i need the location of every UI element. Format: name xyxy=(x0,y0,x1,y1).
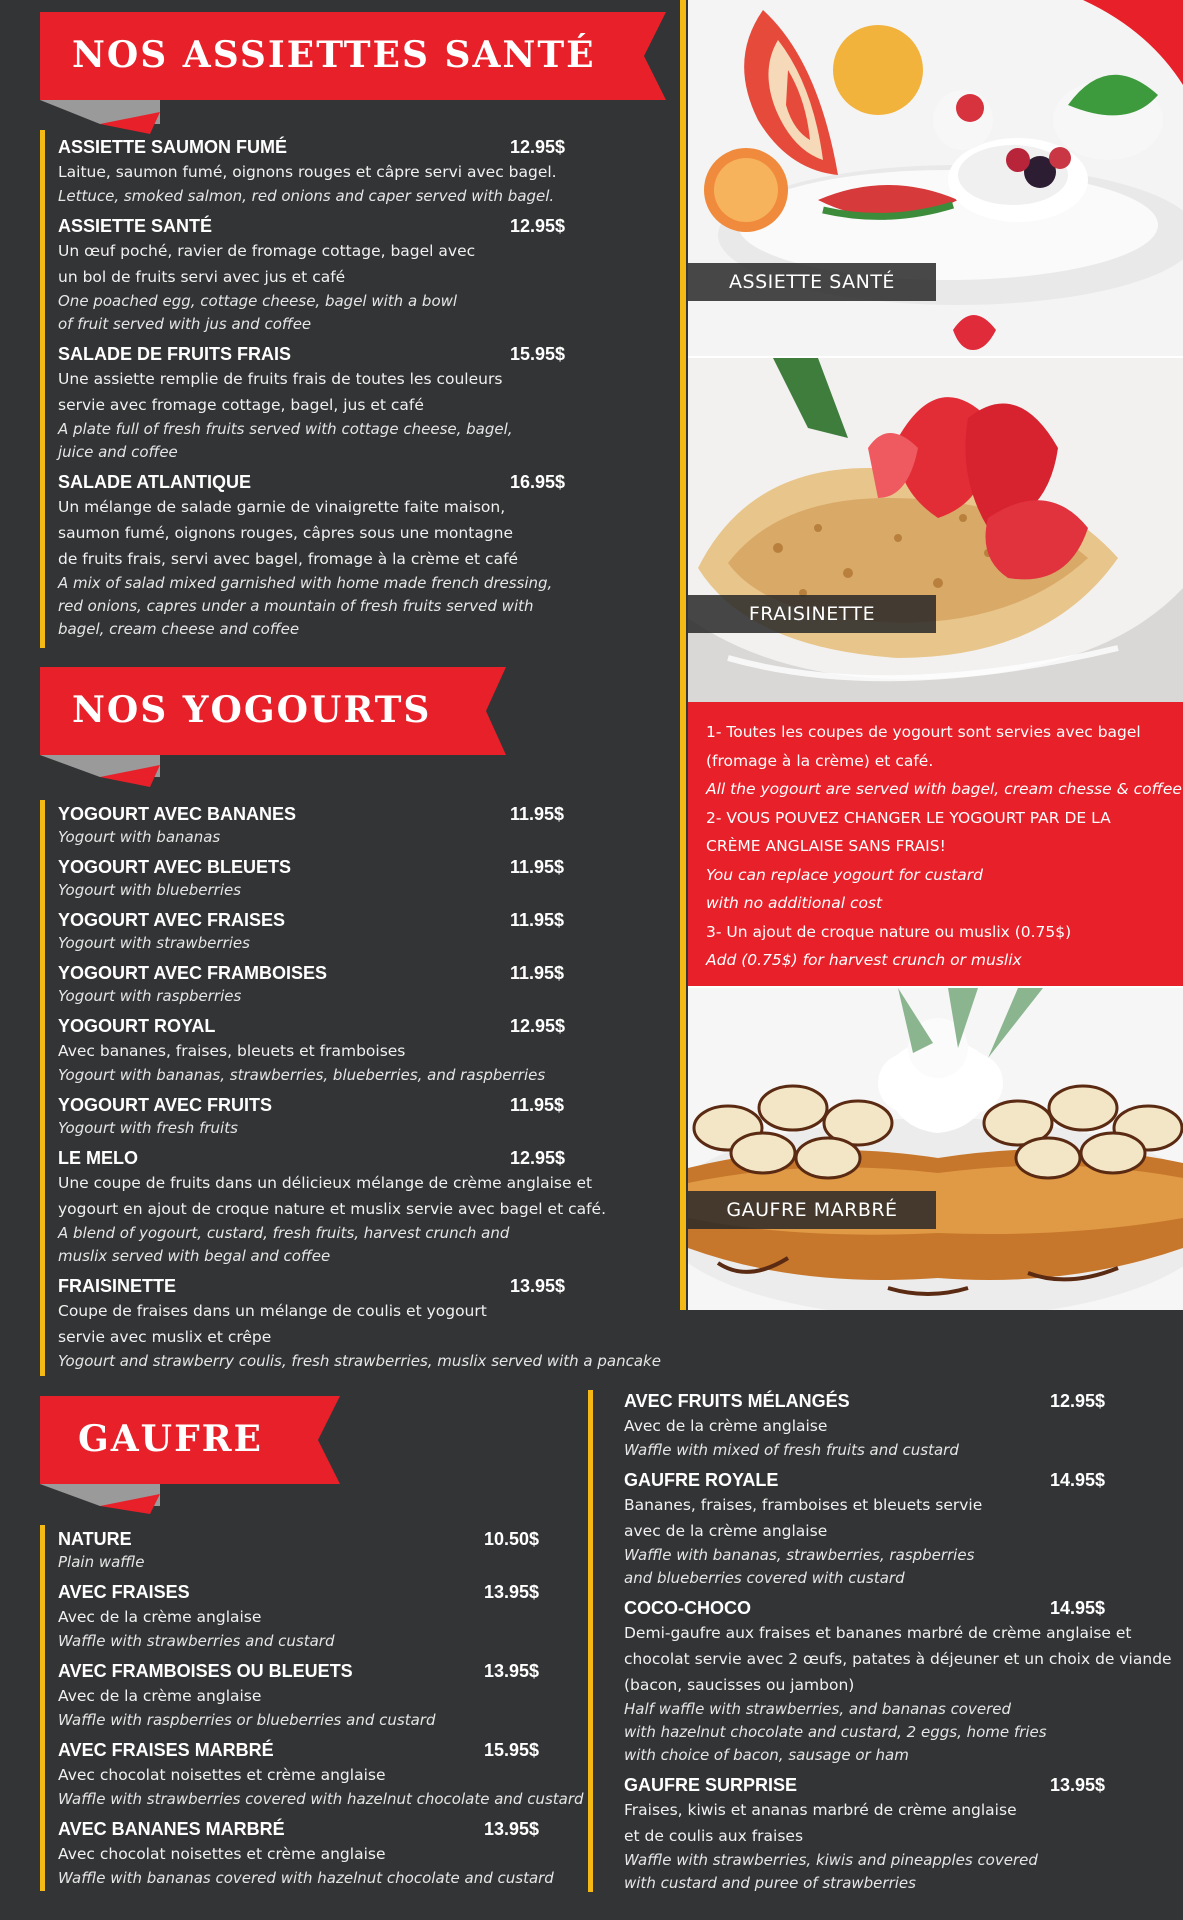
item-name: NATURE xyxy=(58,1529,132,1549)
note-line: All the yogourt are served with bagel, cream chesse & coffee xyxy=(706,780,1182,798)
item-price: 12.95$ xyxy=(1050,1391,1106,1411)
item-description-en: Lettuce, smoked salmon, red onions and caper served with bagel. xyxy=(58,187,555,205)
gaufre-left-section xyxy=(58,1527,584,1890)
item-price: 13.95$ xyxy=(510,1276,566,1296)
item-name: YOGOURT ROYAL xyxy=(58,1016,216,1036)
menu-item xyxy=(58,908,678,955)
item-name: LE MELO xyxy=(58,1148,138,1168)
gaufre-banner xyxy=(40,1396,340,1514)
note-line: 2- VOUS POUVEZ CHANGER LE YOGOURT PAR DE LA xyxy=(706,808,1111,827)
item-description-en: Yogourt and strawberry coulis, fresh strawberries, muslix served with a pancake xyxy=(58,1352,661,1370)
menu-item xyxy=(58,1738,584,1811)
item-price: 11.95$ xyxy=(510,804,565,824)
item-description-fr: de fruits frais, servi avec bagel, fromage à la crème et café xyxy=(58,550,519,568)
item-price: 12.95$ xyxy=(510,216,566,236)
item-description-en: Waffle with strawberries and custard xyxy=(58,1632,335,1650)
note-line: You can replace yogourt for custard xyxy=(706,865,983,884)
notes-list xyxy=(688,702,1183,975)
item-price: 13.95$ xyxy=(484,1819,540,1839)
item-description-fr: un bol de fruits servi avec jus et café xyxy=(58,268,346,286)
item-price: 14.95$ xyxy=(1050,1598,1106,1618)
item-price: 10.50$ xyxy=(484,1529,540,1549)
item-name: AVEC FRAISES MARBRÉ xyxy=(58,1740,274,1760)
menu-item xyxy=(58,1274,678,1373)
item-name: YOGOURT AVEC FRAMBOISES xyxy=(58,963,328,983)
item-description-fr: Une coupe de fruits dans un délicieux mélange de crème anglaise et xyxy=(58,1174,593,1192)
item-price: 11.95$ xyxy=(510,857,565,877)
item-description-fr: servie avec muslix et crêpe xyxy=(58,1328,272,1346)
item-name: GAUFRE ROYALE xyxy=(624,1470,779,1490)
item-name: ASSIETTE SANTÉ xyxy=(58,216,213,236)
note-line: CRÈME ANGLAISE SANS FRAIS! xyxy=(706,837,946,855)
menu-item xyxy=(58,214,568,336)
item-description-en: Waffle with strawberries, kiwis and pineapples covered xyxy=(624,1851,1038,1869)
item-description-en: Yogourt with raspberries xyxy=(58,987,242,1005)
item-description-en: Yogourt with blueberries xyxy=(58,881,242,899)
item-price: 12.95$ xyxy=(510,1148,566,1168)
assiette-sante-photo-label: ASSIETTE SANTÉ xyxy=(688,263,936,301)
gaufre-title: GAUFRE xyxy=(78,1418,263,1460)
yogourts-section xyxy=(58,802,678,1373)
item-description-en: Waffle with bananas, strawberries, raspberries xyxy=(624,1546,975,1564)
item-description-fr: et de coulis aux fraises xyxy=(624,1827,804,1845)
item-name: AVEC BANANES MARBRÉ xyxy=(58,1819,285,1839)
item-description-fr: Avec de la crème anglaise xyxy=(58,1608,262,1626)
item-description-fr: Bananes, fraises, framboises et bleuets servie xyxy=(624,1496,983,1514)
item-name: FRAISINETTE xyxy=(58,1276,177,1296)
item-description-fr: Avec de la crème anglaise xyxy=(58,1687,262,1705)
gaufre-marbre-photo xyxy=(688,988,1183,1310)
item-description-fr: servie avec fromage cottage, bagel, jus et café xyxy=(58,396,424,414)
item-price: 11.95$ xyxy=(510,910,565,930)
sante-section xyxy=(58,135,568,641)
item-description-en: Waffle with bananas covered with hazelnut chocolate and custard xyxy=(58,1869,554,1887)
item-description-fr: yogourt en ajout de croque nature et muslix servie avec bagel et café. xyxy=(58,1200,607,1218)
item-price: 13.95$ xyxy=(484,1582,540,1602)
yogourt-notes-box xyxy=(688,702,1183,986)
item-description-en: One poached egg, cottage cheese, bagel with a bowl xyxy=(58,292,458,310)
menu-item xyxy=(58,1527,558,1574)
menu-item xyxy=(58,1014,678,1087)
item-description-en: muslix served with begal and coffee xyxy=(58,1247,331,1265)
gaufre-marbre-photo-label: GAUFRE MARBRÉ xyxy=(688,1191,936,1229)
menu-item xyxy=(58,1580,558,1653)
fraisinette-photo xyxy=(688,358,1183,702)
menu-item xyxy=(58,961,678,1008)
menu-item xyxy=(624,1389,1164,1462)
item-price: 11.95$ xyxy=(510,1095,565,1115)
item-name: AVEC FRAISES xyxy=(58,1582,190,1602)
menu-item xyxy=(58,1093,678,1140)
item-name: GAUFRE SURPRISE xyxy=(624,1775,798,1795)
item-price: 15.95$ xyxy=(510,344,566,364)
menu-item xyxy=(624,1773,1164,1895)
item-description-en: and blueberries covered with custard xyxy=(624,1569,905,1587)
item-description-fr: Avec chocolat noisettes et crème anglaise xyxy=(58,1845,386,1863)
sante-accent-bar xyxy=(40,130,45,648)
item-price: 16.95$ xyxy=(510,472,566,492)
item-name: YOGOURT AVEC FRUITS xyxy=(58,1095,273,1115)
item-name: ASSIETTE SAUMON FUMÉ xyxy=(58,137,288,157)
yogourts-title: NOS YOGOURTS xyxy=(72,689,432,731)
item-description-fr: saumon fumé, oignons rouges, câpres sous une montagne xyxy=(58,524,514,542)
item-description-fr: (bacon, saucisses ou jambon) xyxy=(624,1676,855,1694)
item-description-fr: Fraises, kiwis et ananas marbré de crème anglaise xyxy=(624,1801,1017,1819)
assiette-sante-photo xyxy=(688,0,1183,356)
item-name: COCO-CHOCO xyxy=(624,1598,751,1618)
sante-banner xyxy=(40,12,666,134)
item-description-en: juice and coffee xyxy=(58,443,178,461)
yogourts-accent-bar xyxy=(40,800,45,1376)
item-description-en: Yogourt with fresh fruits xyxy=(58,1119,238,1137)
item-description-fr: Demi-gaufre aux fraises et bananes marbré de crème anglaise et xyxy=(624,1624,1132,1642)
item-name: AVEC FRUITS MÉLANGÉS xyxy=(624,1391,850,1411)
item-description-fr: Avec chocolat noisettes et crème anglaise xyxy=(58,1766,386,1784)
item-price: 11.95$ xyxy=(510,963,565,983)
menu-item xyxy=(58,470,568,641)
menu-item xyxy=(58,855,678,902)
gaufre-left-accent-bar xyxy=(40,1525,45,1891)
item-description-en: red onions, capres under a mountain of fresh fruits served with xyxy=(58,597,534,615)
menu-item xyxy=(58,135,568,208)
menu-item xyxy=(624,1596,1172,1767)
fraisinette-photo-label: FRAISINETTE xyxy=(688,595,936,633)
menu-item xyxy=(58,1817,558,1890)
item-description-fr: Laitue, saumon fumé, oignons rouges et câpre servi avec bagel. xyxy=(58,163,557,181)
item-description-fr: chocolat servie avec 2 œufs, patates à déjeuner et un choix de viande xyxy=(624,1650,1172,1668)
item-name: SALADE DE FRUITS FRAIS xyxy=(58,344,292,364)
item-description-en: Waffle with raspberries or blueberries and custard xyxy=(58,1711,436,1729)
gaufre-right-accent-bar xyxy=(588,1390,593,1892)
note-line: (fromage à la crème) et café. xyxy=(706,751,934,770)
note-line: 1- Toutes les coupes de yogourt sont servies avec bagel xyxy=(706,723,1141,741)
menu-item xyxy=(58,802,678,849)
item-description-en: Waffle with strawberries covered with hazelnut chocolate and custard xyxy=(58,1790,584,1808)
item-description-en: of fruit served with jus and coffee xyxy=(58,315,312,333)
menu-item xyxy=(624,1468,1164,1590)
item-description-en: with hazelnut chocolate and custard, 2 eggs, home fries xyxy=(624,1723,1047,1741)
item-description-fr: avec de la crème anglaise xyxy=(624,1522,828,1540)
item-description-fr: Un mélange de salade garnie de vinaigrette faite maison, xyxy=(58,498,506,516)
item-description-fr: Une assiette remplie de fruits frais de toutes les couleurs xyxy=(58,370,503,388)
item-price: 14.95$ xyxy=(1050,1470,1106,1490)
item-name: AVEC FRAMBOISES OU BLEUETS xyxy=(58,1661,353,1681)
item-name: YOGOURT AVEC FRAISES xyxy=(58,910,286,930)
menu-item xyxy=(58,342,568,464)
note-line: 3- Un ajout de croque nature ou muslix (0.75$) xyxy=(706,922,1072,941)
menu-item xyxy=(58,1146,678,1268)
item-description-en: Waffle with mixed of fresh fruits and custard xyxy=(624,1441,959,1459)
item-price: 12.95$ xyxy=(510,1016,566,1036)
item-description-en: with custard and puree of strawberries xyxy=(624,1874,916,1892)
item-description-fr: Avec bananes, fraises, bleuets et framboises xyxy=(58,1042,406,1060)
item-description-fr: Coupe de fraises dans un mélange de coulis et yogourt xyxy=(58,1302,487,1320)
item-description-fr: Un œuf poché, ravier de fromage cottage, bagel avec xyxy=(58,242,476,260)
column-divider xyxy=(680,0,686,1310)
item-description-en: with choice of bacon, sausage or ham xyxy=(624,1746,909,1764)
menu-item xyxy=(58,1659,558,1732)
item-description-en: Plain waffle xyxy=(58,1553,145,1571)
item-name: YOGOURT AVEC BANANES xyxy=(58,804,297,824)
item-description-en: Yogourt with bananas, strawberries, blueberries, and raspberries xyxy=(58,1066,546,1084)
yogourts-banner xyxy=(40,667,506,787)
item-description-en: A blend of yogourt, custard, fresh fruits, harvest crunch and xyxy=(58,1224,510,1242)
item-description-en: A plate full of fresh fruits served with cottage cheese, bagel, xyxy=(58,420,513,438)
item-description-en: bagel, cream cheese and coffee xyxy=(58,620,300,638)
note-line: Add (0.75$) for harvest crunch or muslix xyxy=(706,951,1022,969)
item-name: YOGOURT AVEC BLEUETS xyxy=(58,857,292,877)
item-description-en: Half waffle with strawberries, and bananas covered xyxy=(624,1700,1012,1718)
sante-title: NOS ASSIETTES SANTÉ xyxy=(72,34,596,76)
gaufre-right-section xyxy=(624,1389,1172,1895)
item-description-en: A mix of salad mixed garnished with home made french dressing, xyxy=(58,574,553,592)
item-price: 15.95$ xyxy=(484,1740,540,1760)
item-name: SALADE ATLANTIQUE xyxy=(58,472,251,492)
item-description-en: Yogourt with strawberries xyxy=(58,934,250,952)
item-price: 13.95$ xyxy=(1050,1775,1106,1795)
note-line: with no additional cost xyxy=(706,894,883,912)
item-price: 13.95$ xyxy=(484,1661,540,1681)
item-price: 12.95$ xyxy=(510,137,566,157)
item-description-fr: Avec de la crème anglaise xyxy=(624,1417,828,1435)
item-description-en: Yogourt with bananas xyxy=(58,828,221,846)
